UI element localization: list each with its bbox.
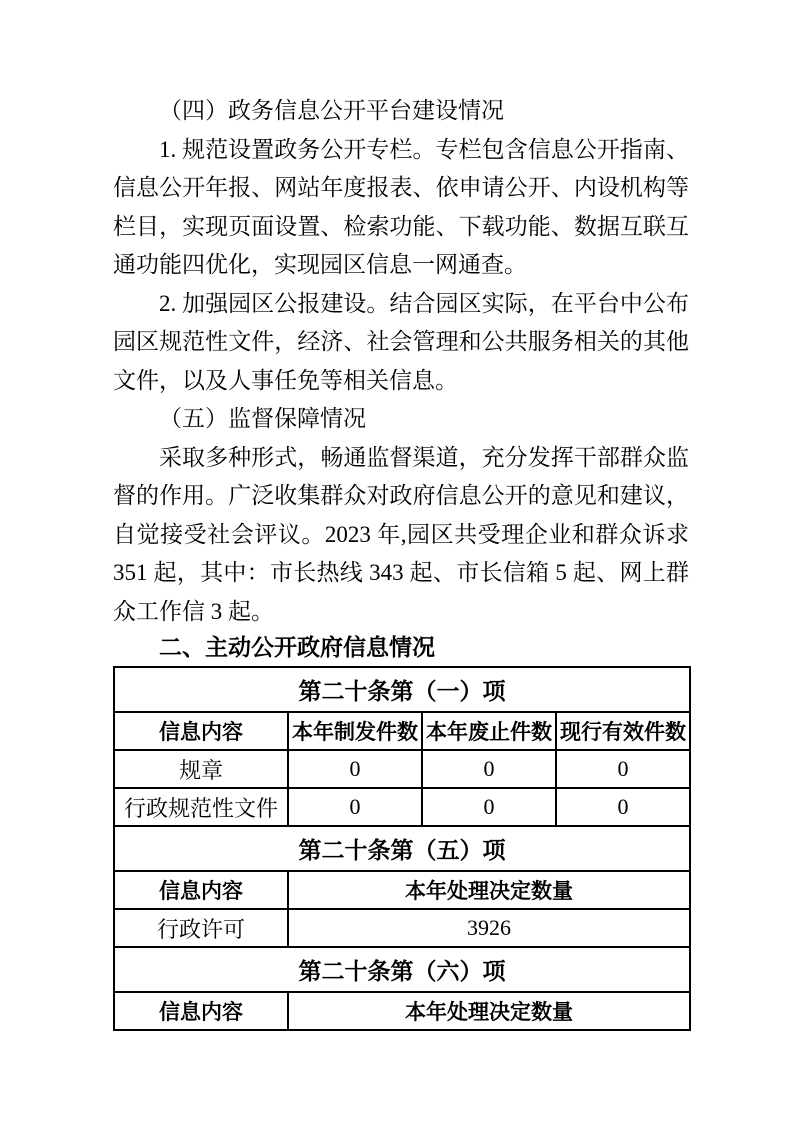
cell-regulations-label: 规章 bbox=[114, 750, 288, 788]
column-header-decisions-6: 本年处理决定数量 bbox=[288, 992, 690, 1030]
para-platform-item-2: 2. 加强园区公报建设。结合园区实际，在平台中公布园区规范性文件，经济、社会管理和公共服务相关的其他文件，以及人事任免等相关信息。 bbox=[113, 290, 689, 393]
para-supervision: 采取多种形式，畅通监督渠道，充分发挥干部群众监督的作用。广泛收集群众对政府信息公开的意见和建议，自觉接受社会评议。2023 年,园区共受理企业和群众诉求 351 起，其中：市长热线 343 起、市长信箱 5 起、网上群众工作信 3 起。 bbox=[113, 444, 689, 624]
column-header-info-content-5: 信息内容 bbox=[114, 871, 288, 909]
table-row bbox=[114, 712, 690, 750]
table-row bbox=[114, 871, 690, 909]
table-row bbox=[114, 909, 690, 947]
cell-normative-docs-label: 行政规范性文件 bbox=[114, 788, 288, 826]
column-header-info-content-6: 信息内容 bbox=[114, 992, 288, 1030]
cell-normative-docs-in-force: 0 bbox=[556, 788, 690, 826]
para-section-5-heading: （五）监督保障情况 bbox=[159, 406, 366, 431]
table-row bbox=[114, 992, 690, 1030]
table-row bbox=[114, 947, 690, 992]
column-header-issued: 本年制发件数 bbox=[288, 712, 422, 750]
column-header-info-content: 信息内容 bbox=[114, 712, 288, 750]
table-row bbox=[114, 826, 690, 871]
column-header-decisions-5: 本年处理决定数量 bbox=[288, 871, 690, 909]
table-section-title-5: 第二十条第（五）项 bbox=[114, 826, 690, 871]
cell-regulations-repealed: 0 bbox=[422, 750, 556, 788]
table-section-title-6: 第二十条第（六）项 bbox=[114, 947, 690, 992]
table-row bbox=[114, 788, 690, 826]
cell-admin-license-count: 3926 bbox=[288, 909, 690, 947]
info-disclosure-table bbox=[113, 666, 691, 1031]
table-row bbox=[114, 667, 690, 712]
cell-normative-docs-issued: 0 bbox=[288, 788, 422, 826]
cell-regulations-in-force: 0 bbox=[556, 750, 690, 788]
heading-active-disclosure: 二、主动公开政府信息情况 bbox=[159, 634, 435, 660]
table-section-title-1: 第二十条第（一）项 bbox=[114, 667, 690, 712]
column-header-in-force: 现行有效件数 bbox=[556, 712, 690, 750]
cell-normative-docs-repealed: 0 bbox=[422, 788, 556, 826]
table-row bbox=[114, 750, 690, 788]
para-platform-item-1: 1. 规范设置政务公开专栏。专栏包含信息公开指南、信息公开年报、网站年度报表、依申请公开、内设机构等栏目，实现页面设置、检索功能、下载功能、数据互联互通功能四优化，实现园区信息一网通查。 bbox=[113, 136, 689, 277]
para-section-4-heading: （四）政务信息公开平台建设情况 bbox=[159, 98, 504, 123]
cell-admin-license-label: 行政许可 bbox=[114, 909, 288, 947]
cell-regulations-issued: 0 bbox=[288, 750, 422, 788]
column-header-repealed: 本年废止件数 bbox=[422, 712, 556, 750]
